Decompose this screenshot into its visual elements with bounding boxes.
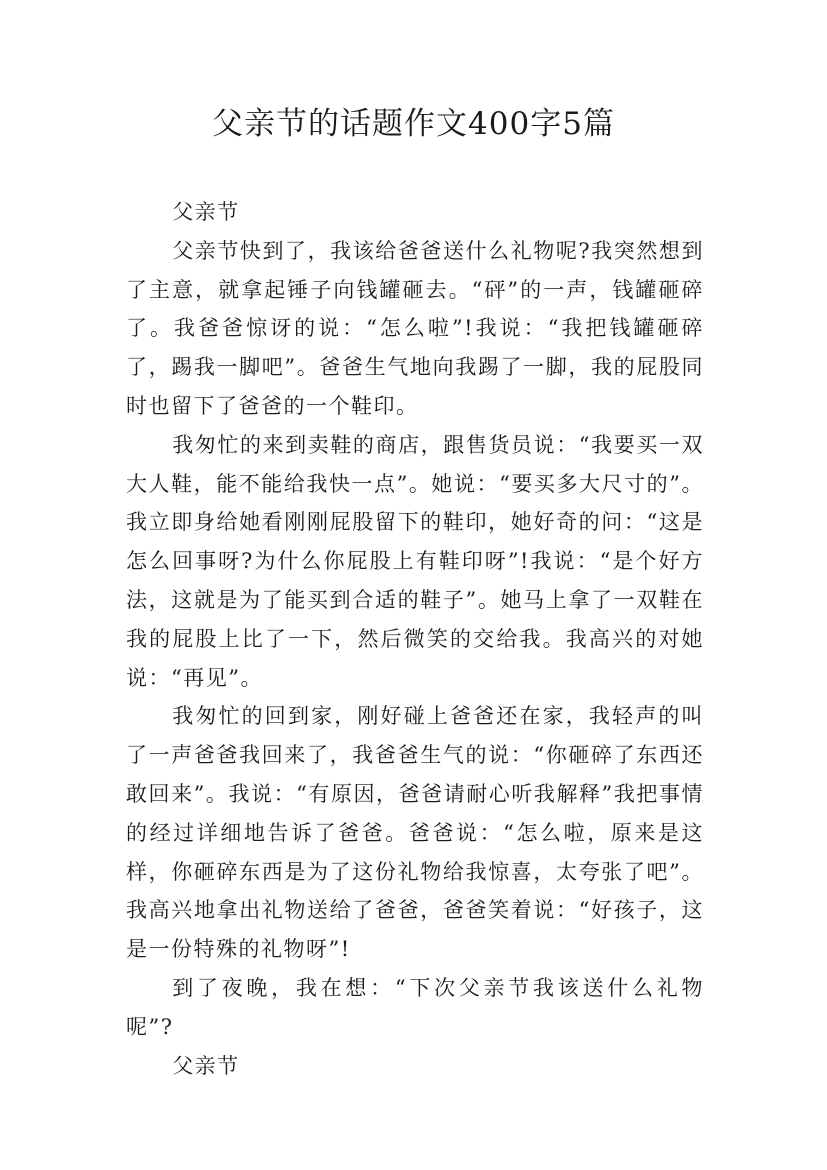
paragraph: 我匆忙的来到卖鞋的商店，跟售货员说：“我要买一双大人鞋，能不能给我快一点”。她说：“要买多大尺寸的”。我立即身给她看刚刚屁股留下的鞋印，她好奇的问：“这是怎么回事呀?为什么你屁股上有鞋印呀”!我说：“是个好方法，这就是为了能买到合适的鞋子”。她马上拿了一双鞋在我的屁股上比了一下，然后微笑的交给我。我高兴的对她说：“再见”。 bbox=[126, 432, 704, 690]
paragraph: 我匆忙的回到家，刚好碰上爸爸还在家，我轻声的叫了一声爸爸我回来了，我爸爸生气的说：“你砸碎了东西还敢回来”。我说：“有原因，爸爸请耐心听我解释”我把事情的经过详细地告诉了爸爸。爸爸说：“怎么啦，原来是这样，你砸碎东西是为了这份礼物给我惊喜，太夸张了吧”。我高兴地拿出礼物送给了爸爸，爸爸笑着说：“好孩子，这是一份特殊的礼物呀”! bbox=[126, 704, 704, 962]
paragraph: 父亲节快到了，我该给爸爸送什么礼物呢?我突然想到了主意，就拿起锤子向钱罐砸去。“砰”的一声，钱罐砸碎了。我爸爸惊讶的说：“怎么啦”!我说：“我把钱罐砸碎了，踢我一脚吧”。爸爸生气地向我踢了一脚，我的屁股同时也留下了爸爸的一个鞋印。 bbox=[126, 238, 704, 418]
document-body bbox=[126, 193, 704, 1085]
paragraph: 到了夜晚，我在想：“下次父亲节我该送什么礼物呢”? bbox=[126, 975, 704, 1039]
section-heading: 父亲节 bbox=[172, 1053, 240, 1078]
document-title: 父亲节的话题作文400字5篇 bbox=[212, 106, 615, 142]
section-heading: 父亲节 bbox=[172, 200, 240, 224]
